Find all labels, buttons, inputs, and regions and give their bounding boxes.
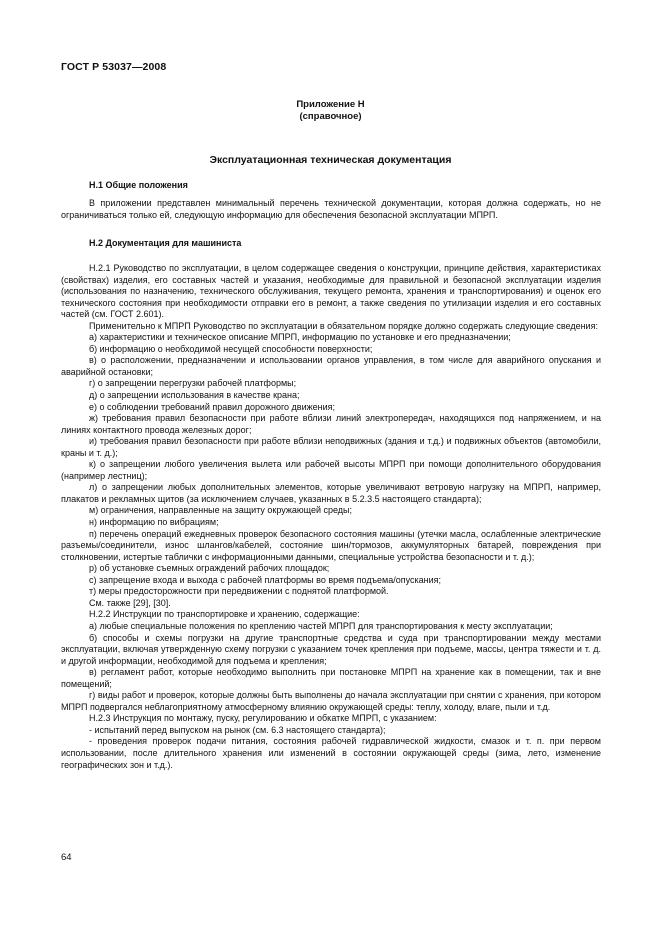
paragraph: В приложении представлен минимальный перечень технической документации, которая должна содержать, но не ограничиваться только ей, следующую информацию для обеспечения безопасной эксплуатации МПРП.: [61, 198, 601, 220]
list-item: г) о запрещении перегрузки рабочей платформы;: [89, 378, 297, 389]
list-item: ж) требования правил безопасности при работе вблизи линий электропередач, находящихся под напряжением, и на линиях контактного провода железных дорог;: [61, 413, 601, 435]
appendix-subtitle: (справочное): [299, 111, 362, 122]
list-item: с) запрещение входа и выхода с рабочей платформы во время подъема/опускания;: [89, 574, 442, 585]
list-item: м) ограничения, направленные на защиту окружающей среды;: [89, 505, 353, 516]
paragraph: Применительно к МПРП Руководство по эксплуатации в обязательном порядке должно содержать следующие сведения:: [89, 320, 598, 331]
section-body: [61, 198, 601, 221]
appendix-heading: [0, 99, 661, 123]
list-item: т) меры предосторожности при передвижении с поднятой платформой.: [89, 586, 389, 597]
main-title: Эксплуатационная техническая документация: [209, 154, 452, 166]
list-item: и) требования правил безопасности при работе вблизи неподвижных (здания и т.д.) и подвижных объектов (автомобили, краны и т. д.);: [61, 436, 601, 458]
list-item: р) об установке съемных ограждений рабочих площадок;: [89, 563, 330, 574]
list-item: - испытаний перед выпуском на рынок (см. 6.3 настоящего стандарта);: [89, 724, 386, 735]
section-title: Н.2 Документация для машиниста: [89, 238, 242, 248]
section-body: [61, 263, 601, 771]
list-item: д) о запрещении использования в качестве крана;: [89, 390, 300, 401]
list-item: л) о запрещении любых дополнительных элементов, которые увеличивают ветровую нагрузку на МПРП, например, плакатов и рекламных щитов (за исключением случаев, указанных в 5.2.3.5 настоящего стандарта);: [61, 482, 601, 504]
paragraph: Н.2.3 Инструкция по монтажу, пуску, регулированию и обкатке МПРП, с указанием:: [89, 713, 437, 724]
paragraph: Н.2.2 Инструкции по транспортировке и хранению, содержащие:: [89, 609, 360, 620]
list-item: в) о расположении, предназначении и использовании органов управления, в том числе для аварийного опускания и аварийной остановки;: [61, 355, 601, 377]
document-header: ГОСТ Р 53037—2008: [61, 61, 167, 73]
page-number: 64: [61, 852, 72, 863]
reference-line: См. также [29], [30].: [89, 597, 171, 608]
list-item: б) информацию о необходимой несущей способности поверхности;: [89, 343, 373, 354]
list-item: п) перечень операций ежедневных проверок безопасного состояния машины (утечки масла, ослабленные электрические разъемы/соединители, износ шлангов/кабелей, состояние шин/тормозов, аккумуляторных батарей, повреждения при столкновении, истертые таблички с информационными данными, специальные устройства безопасности и т. д.);: [61, 528, 601, 562]
list-item: - проведения проверок подачи питания, состояния рабочей гидравлической жидкости, смазок и т. п. при первом использовании, после длительного хранения или изменений в состоянии окружающей среды (зима, лето, изменение географических зон и т.д.).: [61, 736, 601, 770]
appendix-title: Приложение Н: [296, 99, 365, 110]
section-title: Н.1 Общие положения: [89, 180, 188, 190]
list-item: г) виды работ и проверок, которые должны быть выполнены до начала эксплуатации при снятии с хранения, при котором МПРП подвергался неблагоприятному атмосферному влиянию окружающей среды: теплу, холоду, влаге, пыли и т.д.: [61, 690, 601, 712]
list-item: а) любые специальные положения по креплению частей МПРП для транспортирования к месту эксплуатации;: [89, 620, 553, 631]
list-item: в) регламент работ, которые необходимо выполнить при постановке МПРП на хранение как в помещении, так и вне помещений;: [61, 667, 601, 689]
paragraph: Н.2.1 Руководство по эксплуатации, в целом содержащее сведения о конструкции, принципе действия, характеристиках (свойствах) изделия, его составных частей и указания, необходимые для правильной и безопасной эксплуатации изделия (использования по назначению, технического обслуживания, текущего ремонта, хранения и транспортирования) и оценок его технического состояния при необходимости отправки его в ремонт, а также сведения по утилизации изделия и его составных частей (см. ГОСТ 2.601).: [61, 263, 601, 320]
list-item: н) информацию по вибрациям;: [89, 517, 219, 528]
list-item: а) характеристики и техническое описание МПРП, информацию по установке и его предназначении;: [89, 332, 511, 343]
list-item: б) способы и схемы погрузки на другие транспортные средства и суда при транспортировании между местами эксплуатации, включая утвержденную схему погрузки с указанием точек крепления при подъеме, массы, центра тяжести и т. д. и другой информации, необходимой для подъема и крепления;: [61, 632, 601, 666]
list-item: е) о соблюдении требований правил дорожного движения;: [89, 401, 336, 412]
list-item: к) о запрещении любого увеличения вылета или рабочей высоты МПРП при помощи дополнительного оборудования (например лестниц);: [61, 459, 601, 481]
